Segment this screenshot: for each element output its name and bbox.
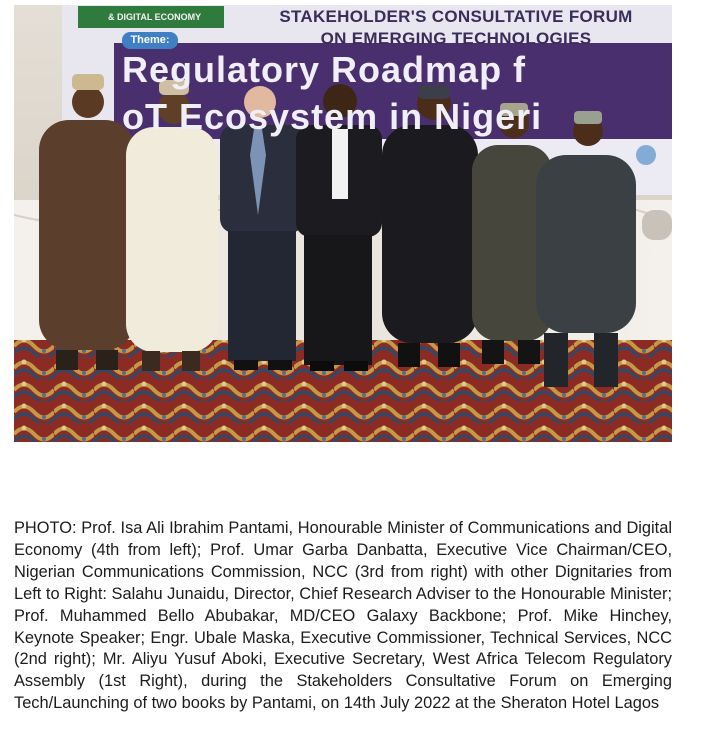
ministry-banner-tag: & DIGITAL ECONOMY <box>78 6 224 28</box>
theme-title-line1: Regulatory Roadmap f <box>122 49 527 90</box>
theme-pill: Theme: <box>122 32 178 49</box>
event-photo <box>14 5 672 442</box>
photo-caption: PHOTO: Prof. Isa Ali Ibrahim Pantami, Honourable Minister of Communications and Digital Economy (4th from left); Prof. Umar Garba Danbatta, Executive Vice Chairman/CEO, Nigerian Communications Commission, NCC (3rd from right) with other Dignitaries from Left to Right: Salahu Junaidu, Director, Chief Research Adviser to the Honourable Minister; Prof. Muhammed Bello Abubakar, MD/CEO Galaxy Backbone; Prof. Mike Hinchey, Keynote Speaker; Engr. Ubale Maska, Executive Commissioner, Technical Services, NCC (2nd right); Mr. Aliyu Yusuf Aboki, Executive Secretary, West Africa Telecom Regulatory Assembly (1st Right), during the Stakeholders Consultative Forum on Emerging Tech/Launching of two books by Pantami, on 14th July 2022 at the Sheraton Hotel Lagos <box>14 519 672 713</box>
forum-title-line2: ON EMERGING TECHNOLOGIES <box>320 29 592 48</box>
forum-title-line1: STAKEHOLDER'S CONSULTATIVE FORUM <box>279 7 633 26</box>
theme-title-line2: oT Ecosystem in Nigeri <box>122 96 543 137</box>
